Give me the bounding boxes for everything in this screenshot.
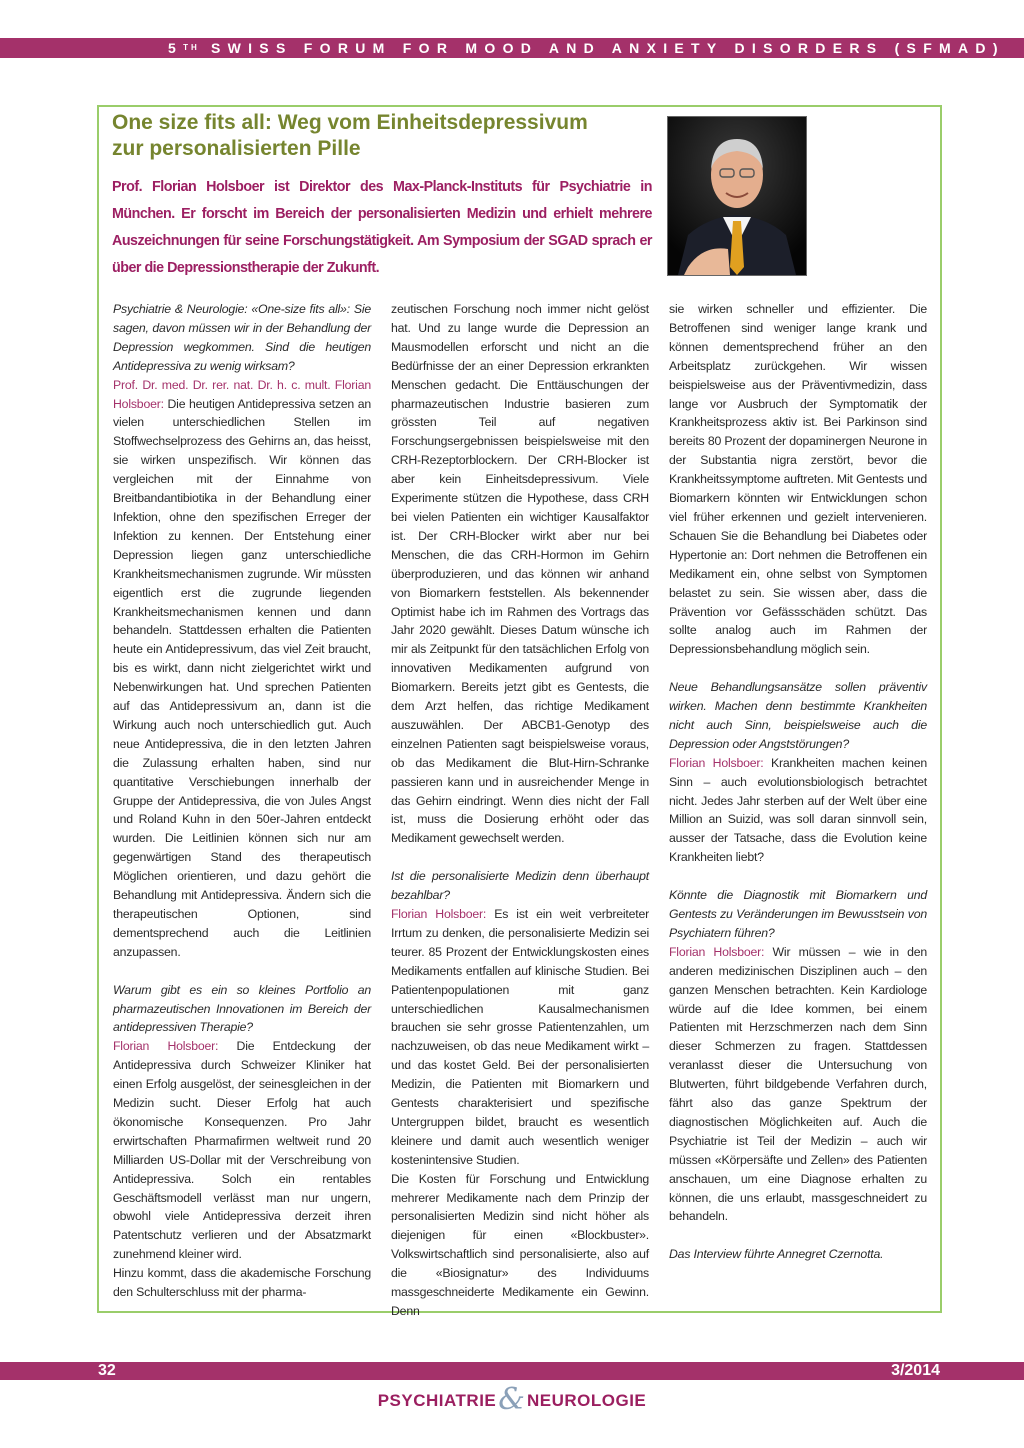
answer: Florian Holsboer: Die Entdeckung der Antidepressiva durch Schweizer Kliniker hat einen Erfolg ausgelöst, der seinesgleichen in der Medizin sucht. Dieser Erfolg hat auch ökonomische Konsequenzen. Pro Jahr erwirtschaften Pharmafirmen weltweit rund 20 Milliarden US-Dollar mit der Verschreibung von Antidepressiva. Solch ein rentables Geschäftsmodell verlässt man nur ungern, obwohl viele Antidepressiva derzeit ihren Patentschutz verlieren und der Absatzmarkt zunehmend kleiner wird.: [113, 1039, 372, 1262]
speaker-name: Florian Holsboer:: [391, 906, 487, 921]
article-lead: Prof. Florian Holsboer ist Direktor des Max-Planck-Instituts für Psychiatrie in München. Er forscht im Bereich der personalisierten Medizin und erhielt mehrere Auszeichnungen für seine Forschungstätigkeit. Am Symposium der SGAD sprach er über die Depressionstherapie der Zukunft.: [112, 179, 652, 276]
interview-credit: Das Interview führte Annegret Czernotta.: [669, 1247, 884, 1262]
speaker-name: Prof. Dr. med. Dr. rer. nat. Dr. h. c. mult. Florian Holsboer:: [113, 377, 371, 411]
answer: Prof. Dr. med. Dr. rer. nat. Dr. h. c. mult. Florian Holsboer: Die heutigen Antidepressiva setzen an vielen unterschiedlichen Stellen im Stoffwechselprozess des Gehirns an, das heisst, sie wirken unspezifisch. Wir können das vergleichen mit der Einnahme von Breitbandantibiotika in der Behandlung einer Infektion, ohne den spezifischen Erreger der Infektion zu kennen. Der Entstehung einer Depression liegen ganz unterschiedliche Krankheitsmechanismen zugrunde. Wir müssten eigentlich erst die zugrunde liegenden Krankheitsmechanismen kennen und dann behandeln. Stattdessen erhalten die Patienten heute ein Antidepressivum, das viel Zeit braucht, bis es wirkt, dann nicht zielgerichtet wirkt und Nebenwirkungen hat. Und sprechen Patienten auf das Antidepressivum an, dann ist die Wirkung auch noch unterschiedlich gut. Auch neue Antidepressiva, die in den letzten Jahren die Zulassung erhalten haben, sind nur quantitative Verschiebungen innerhalb der Gruppe der Antidepressiva, die von Jules Angst und Roland Kuhn in den 50er-Jahren entdeckt wurden. Die Leitlinien können sich nur am gegenwärtigen Stand des therapeutisch Möglichen orientieren, und dazu gehört die Behandlung mit Antidepressiva. Ändern sich die therapeutischen Optionen, sind dementsprechend auch die Leitlinien anzupassen.: [113, 377, 371, 959]
paragraph: sie wirken schneller und effizienter. Die Betroffenen sind weniger lange krank und können dementsprechend früher an den Arbeitsplatz zurückgehen. Wir wissen beispielsweise aus der Präventivmedizin, dass lange vor Ausbruch der Symptomatik der Krankheitsprozess aktiv ist. Bei Parkinson sind bereits 80 Prozent der dopaminergen Neurone in der Substantia nigra zerstört, bevor die Krankheitssymptome auftreten. Mit Gentests und Biomarkern könnten wir Entwicklungen schon viel früher erkennen und gezielt intervenieren. Schauen Sie die Behandlung bei Diabetes oder Hypertonie an: Dort nehmen die Betroffenen ein Medikament ein, ohne selbst von Symptomen belastet zu sein. Sie wissen aber, dass die Prävention vor Gefässschäden schützt. Das sollte analog auch im Rahmen der Depressionsbehandlung möglich sein.: [669, 302, 927, 657]
question: Könnte die Diagnostik mit Biomarkern und Gentests zu Veränderungen im Bewusstsein von Psychiatern führen?: [669, 888, 927, 940]
text-column-3: [669, 300, 927, 1264]
issue-number: 3/2014: [891, 1362, 940, 1379]
question: Warum gibt es ein so kleines Portfolio an pharmazeutischen Innovationen im Bereich der antidepressiven Therapie?: [113, 982, 371, 1035]
footer-bar: [0, 1362, 1024, 1380]
page-number: 32: [98, 1362, 116, 1379]
paragraph: Hinzu kommt, dass die akademische Forschung den Schulterschluss mit der pharma-: [113, 1266, 371, 1300]
speaker-name: Florian Holsboer:: [113, 1039, 219, 1054]
question: Psychiatrie & Neurologie: «One-size fits all»: Sie sagen, davon müssen wir in der Behandlung der Depression wegkommen. Sind die heutigen Antidepressiva zu wenig wirksam?: [113, 302, 371, 373]
journal-logo: PSYCHIATRIE& NEUROLOGIE: [339, 1380, 685, 1420]
answer: Florian Holsboer: Wir müssen – wie in den anderen medizinischen Disziplinen auch – den ganzen Menschen betrachten. Kein Kardiologe würde auf die Idee kommen, bei einem Patienten mit Herzschmerzen nach dem Sinn dieser Schmerzen zu fragen. Stattdessen veranlasst dieser die Untersuchung von Blutwerten, führt bildgebende Verfahren durch, fährt also das ganze Spektrum der diagnostischen Möglichkeiten auf. Auch die Psychiatrie ist Teil der Medizin – auch wir müssen «Körpersäfte und Zellen» des Patienten anschauen, um eine Diagnose erhalten zu können, die uns erlaubt, massgeschneidert zu behandeln.: [669, 944, 928, 1224]
paragraph: zeutischen Forschung noch immer nicht gelöst hat. Und zu lange wurde die Depression an Mausmodellen erforscht und nicht an die Bedürfnisse der an einer Depression erkrankten Menschen gedacht. Die Enttäuschungen der pharmazeutischen Industrie basieren zum grössten Teil auf negativen Forschungsergebnissen beispielsweise mit den CRH-Rezeptorblockern. Der CRH-Blocker ist aber kein Einheitsdepressivum. Viele Experimente stützen die Hypothese, dass CRH bei vielen Patienten ein wichtiger Kausalfaktor ist. Der CRH-Blocker wirkt aber nur bei Menschen, die das CRH-Hormon im Gehirn überproduzieren, und das können wir anhand von Biomarkern feststellen. Als bekennender Optimist habe ich im Rahmen des Vortrags das Jahr 2020 gewählt. Dieses Datum wünsche ich mir als Zeitpunkt für den tatsächlichen Erfolg von innovativen Medikamenten aufgrund von Biomarkern. Bereits jetzt gibt es Gentests, die dem Arzt helfen, das richtige Medikament auszuwählen. Der ABCB1-Genotyp des einzelnen Patienten sagt beispielsweise voraus, ob das Medikament die Blut-Hirn-Schranke passieren kann und in ausreichender Menge in das Gehirn eindringt. Wenn dies nicht der Fall ist, muss die Dosierung erhöht oder das Medikament gewechselt werden.: [391, 302, 649, 846]
text-column-2: [391, 300, 649, 1321]
paragraph: Die Kosten für Forschung und Entwicklung mehrerer Medikamente nach dem Prinzip der personalisierten Medizin sind nicht höher als diejenigen für einen «Blockbuster». Volkswirtschaftlich sind personalisierte, also auf die «Biosignatur» des Individuums massgeschneiderte Medikamente ein Gewinn. Denn: [391, 1171, 649, 1319]
speaker-name: Florian Holsboer:: [669, 755, 764, 770]
speaker-name: Florian Holsboer:: [669, 944, 765, 959]
question: Neue Behandlungsansätze sollen präventiv wirken. Machen denn bestimmte Krankheiten nicht auch Sinn, beispielsweise auch die Depression oder Angststörungen?: [669, 680, 927, 751]
author-portrait-photo: [667, 116, 807, 276]
question: Ist die personalisierte Medizin denn überhaupt bezahlbar?: [391, 869, 649, 903]
answer: Florian Holsboer: Krankheiten machen keinen Sinn – auch evolutionsbiologisch betrachtet nicht. Jedes Jahr sterben auf der Welt über eine Million an Suizid, was soll daran sinnvoll sein, ausser der Tatsache, dass die Evolution keine Krankheiten liebt?: [669, 755, 928, 865]
journal-header-bar: [0, 38, 1024, 58]
text-column-1: [113, 300, 371, 1302]
article-title: One size fits all: Weg vom Einheitsdepressivum zur personalisierten Pille: [112, 111, 588, 160]
header-title: 5TH SWISS FORUM FOR MOOD AND ANXIETY DISORDERS (SFMAD): [168, 40, 1005, 56]
answer: Florian Holsboer: Es ist ein weit verbreiteter Irrtum zu denken, die personalisierte Medizin sei teurer. 85 Prozent der Entwicklungskosten eines Medikaments entfallen auf klinische Studien. Bei Patientenpopulationen mit ganz unterschiedlichen Kausalmechanismen brauchen sie sehr grosse Patientenzahlen, um nachzuweisen, ob das neue Medikament wirkt – und das kostet Geld. Bei der personalisierten Medizin, die Patienten mit Biomarkern und Gentests charakterisiert und spezifische Untergruppen bildet, braucht es wesentlich kleinere und damit auch wesentlich weniger kostenintensive Studien.: [391, 906, 650, 1167]
